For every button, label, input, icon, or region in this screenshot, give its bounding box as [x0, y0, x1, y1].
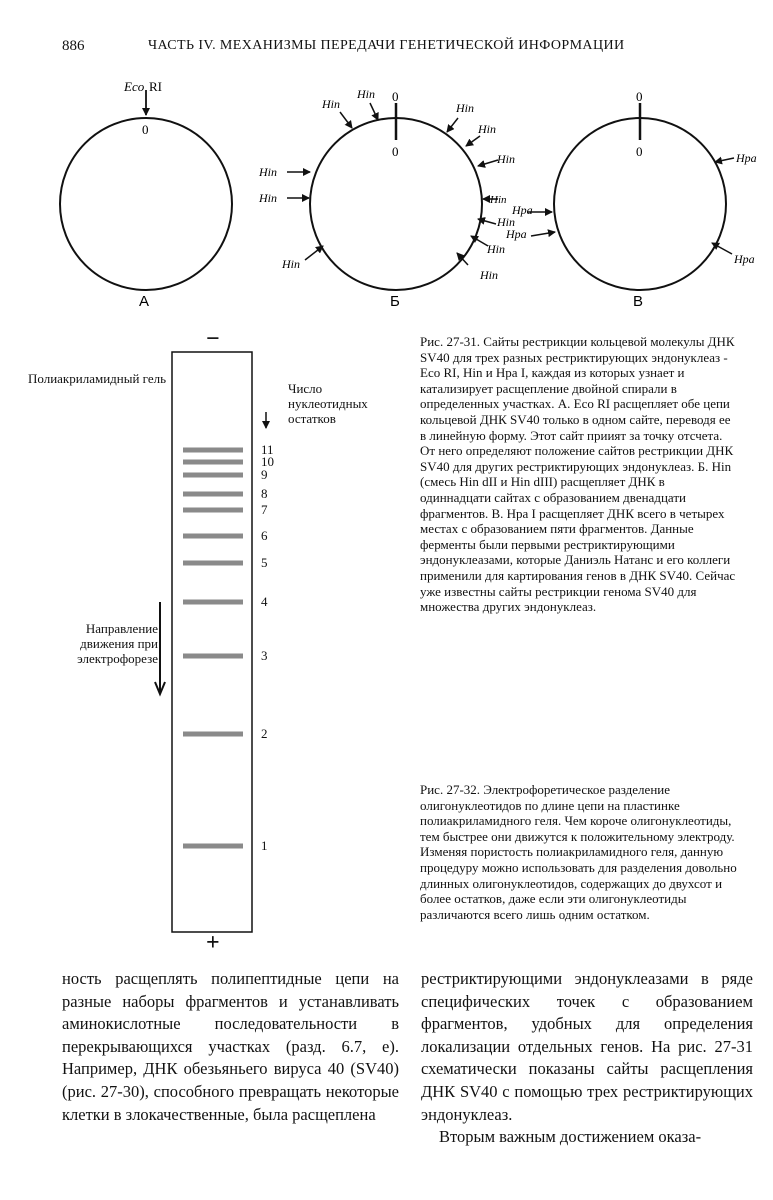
minus-sign: −	[206, 326, 220, 352]
hpa-label: Hpa	[512, 203, 533, 217]
gel-band	[183, 732, 243, 737]
eco-suffix: RI	[149, 79, 162, 94]
eco-label: Eco	[124, 79, 145, 94]
gel-band	[183, 561, 243, 566]
hin-label: Hin	[259, 191, 277, 205]
hin-label: Hin	[497, 152, 515, 166]
origin-v-top: 0	[636, 89, 643, 104]
gel-band	[183, 534, 243, 539]
running-title: ЧАСТЬ IV. МЕХАНИЗМЫ ПЕРЕДАЧИ ГЕНЕТИЧЕСКОЙ ИНФОРМАЦИИ	[148, 38, 625, 53]
figure-27-31-diagram	[0, 0, 773, 320]
panel-b-label: Б	[390, 293, 400, 310]
band-number: 2	[261, 726, 268, 741]
band-number: 6	[261, 528, 268, 543]
body-text-left: ность расщеплять полипептидные цепи на разные наборы фрагментов и устанавливать аминокислотные последовательности в перекрывающихся участках (разд. 6.7, е). Например, ДНК обезьяньего вируса 40 (SV40) (рис. 27-30), способного превращать некоторые клетки в злокачественные, была расщеплена	[62, 969, 399, 1124]
circle-a	[60, 118, 232, 290]
gel-band	[183, 460, 243, 465]
origin-v-inner: 0	[636, 144, 643, 159]
gel-band	[183, 473, 243, 478]
gel-band	[183, 508, 243, 513]
origin-a: 0	[142, 122, 149, 137]
hin-label: Hin	[456, 101, 474, 115]
hpa-label: Hpa	[734, 252, 755, 266]
band-number: 3	[261, 648, 268, 663]
body-paragraph: рестриктирующими эндонуклеазами в ряде специфических точек с образованием фрагментов, удобных для определения локализации отдельных генов. На рис. 27-31 схематически показаны сайты расщепления ДНК SV40 с помощью трех рестриктирующих эндонуклеаз.	[421, 969, 753, 1124]
band-number: 8	[261, 486, 268, 501]
gel-band	[183, 600, 243, 605]
page-number: 886	[62, 38, 85, 54]
hin-label: Hin	[478, 122, 496, 136]
band-number: 7	[261, 502, 268, 517]
gel-band	[183, 844, 243, 849]
panel-a-label: А	[139, 293, 150, 310]
direction-label: Направление движения при электрофорезе	[77, 621, 158, 666]
figure-27-31-caption: Рис. 27-31. Сайты рестрикции кольцевой молекулы ДНК SV40 для трех разных рестриктирующих эндонуклеаз - Eco RI, Hin и Hpa I, каждая из которых узнает и катализирует расщепление двойной спирали в определенных участках. А. Eco RI расщепляет обе цепи кольцевой ДНК SV40 только в одном сайте, переводя ее в линейную форму. Этот сайт приият за точку отсчета. От него определяют положение сайтов рестрикции ДНК SV40 для других рестриктирующих эндонуклеаз. Б. Hin (смесь Hin dII и Hin dIII) расщепляет ДНК в одиннадцати сайтах с образованием двенадцати фрагментов. В. Hpa I расщепляет ДНК всего в четырех местах с образованием пяти фрагментов. Данные ферменты были первыми рестриктирующими эндонуклеазами, которые Даниэль Натанс и его коллеги применили для картирования генов в ДНК SV40. Сейчас уже известны сайты рестрикции генома SV40 для множества других эндонуклеаз.	[420, 334, 736, 615]
band-number: 11	[261, 442, 274, 457]
gel-band	[183, 492, 243, 497]
hin-label: Hin	[357, 87, 375, 101]
body-paragraph: Вторым важным достижением оказа-	[439, 1127, 702, 1147]
hin-label: Hin	[259, 165, 277, 179]
band-number: 1	[261, 838, 268, 853]
hin-label: Hin	[490, 194, 507, 206]
origin-b-inner: 0	[392, 144, 399, 159]
hin-label: Hin	[480, 268, 498, 282]
plus-sign: +	[206, 930, 220, 956]
gel-band	[183, 448, 243, 453]
band-number: 10	[261, 454, 274, 469]
gel-label: Полиакриламидный гель	[28, 371, 167, 386]
hin-label: Hin	[497, 215, 515, 229]
band-number: 9	[261, 467, 268, 482]
hpa-label: Hpa	[736, 151, 757, 165]
origin-b-top: 0	[392, 89, 399, 104]
hin-label: Hin	[322, 97, 340, 111]
figure-27-32-caption: Рис. 27-32. Электрофоретическое разделение олигонуклеотидов по длине цепи на пластинке полиакриламидного геля. Чем короче олигонуклеотиды, тем быстрее они движутся к положительному электроду. Изменяя пористость полиакриламидного геля, данную процедуру можно использовать для разделения довольно длинных олигонуклеотидов, содержащих до двухсот и более остатков, даже если эти олигонуклеотиды различаются всего лишь одним остатком.	[420, 782, 737, 922]
band-number: 4	[261, 594, 268, 609]
hin-label: Hin	[487, 242, 505, 256]
count-label: Число нуклеотидных остатков	[288, 381, 368, 426]
band-number: 5	[261, 555, 268, 570]
panel-v-label: В	[633, 293, 644, 310]
body-text-right	[421, 968, 753, 1149]
hin-label: Hin	[282, 257, 300, 271]
gel-band	[183, 654, 243, 659]
hpa-label: Hpa	[506, 227, 527, 241]
